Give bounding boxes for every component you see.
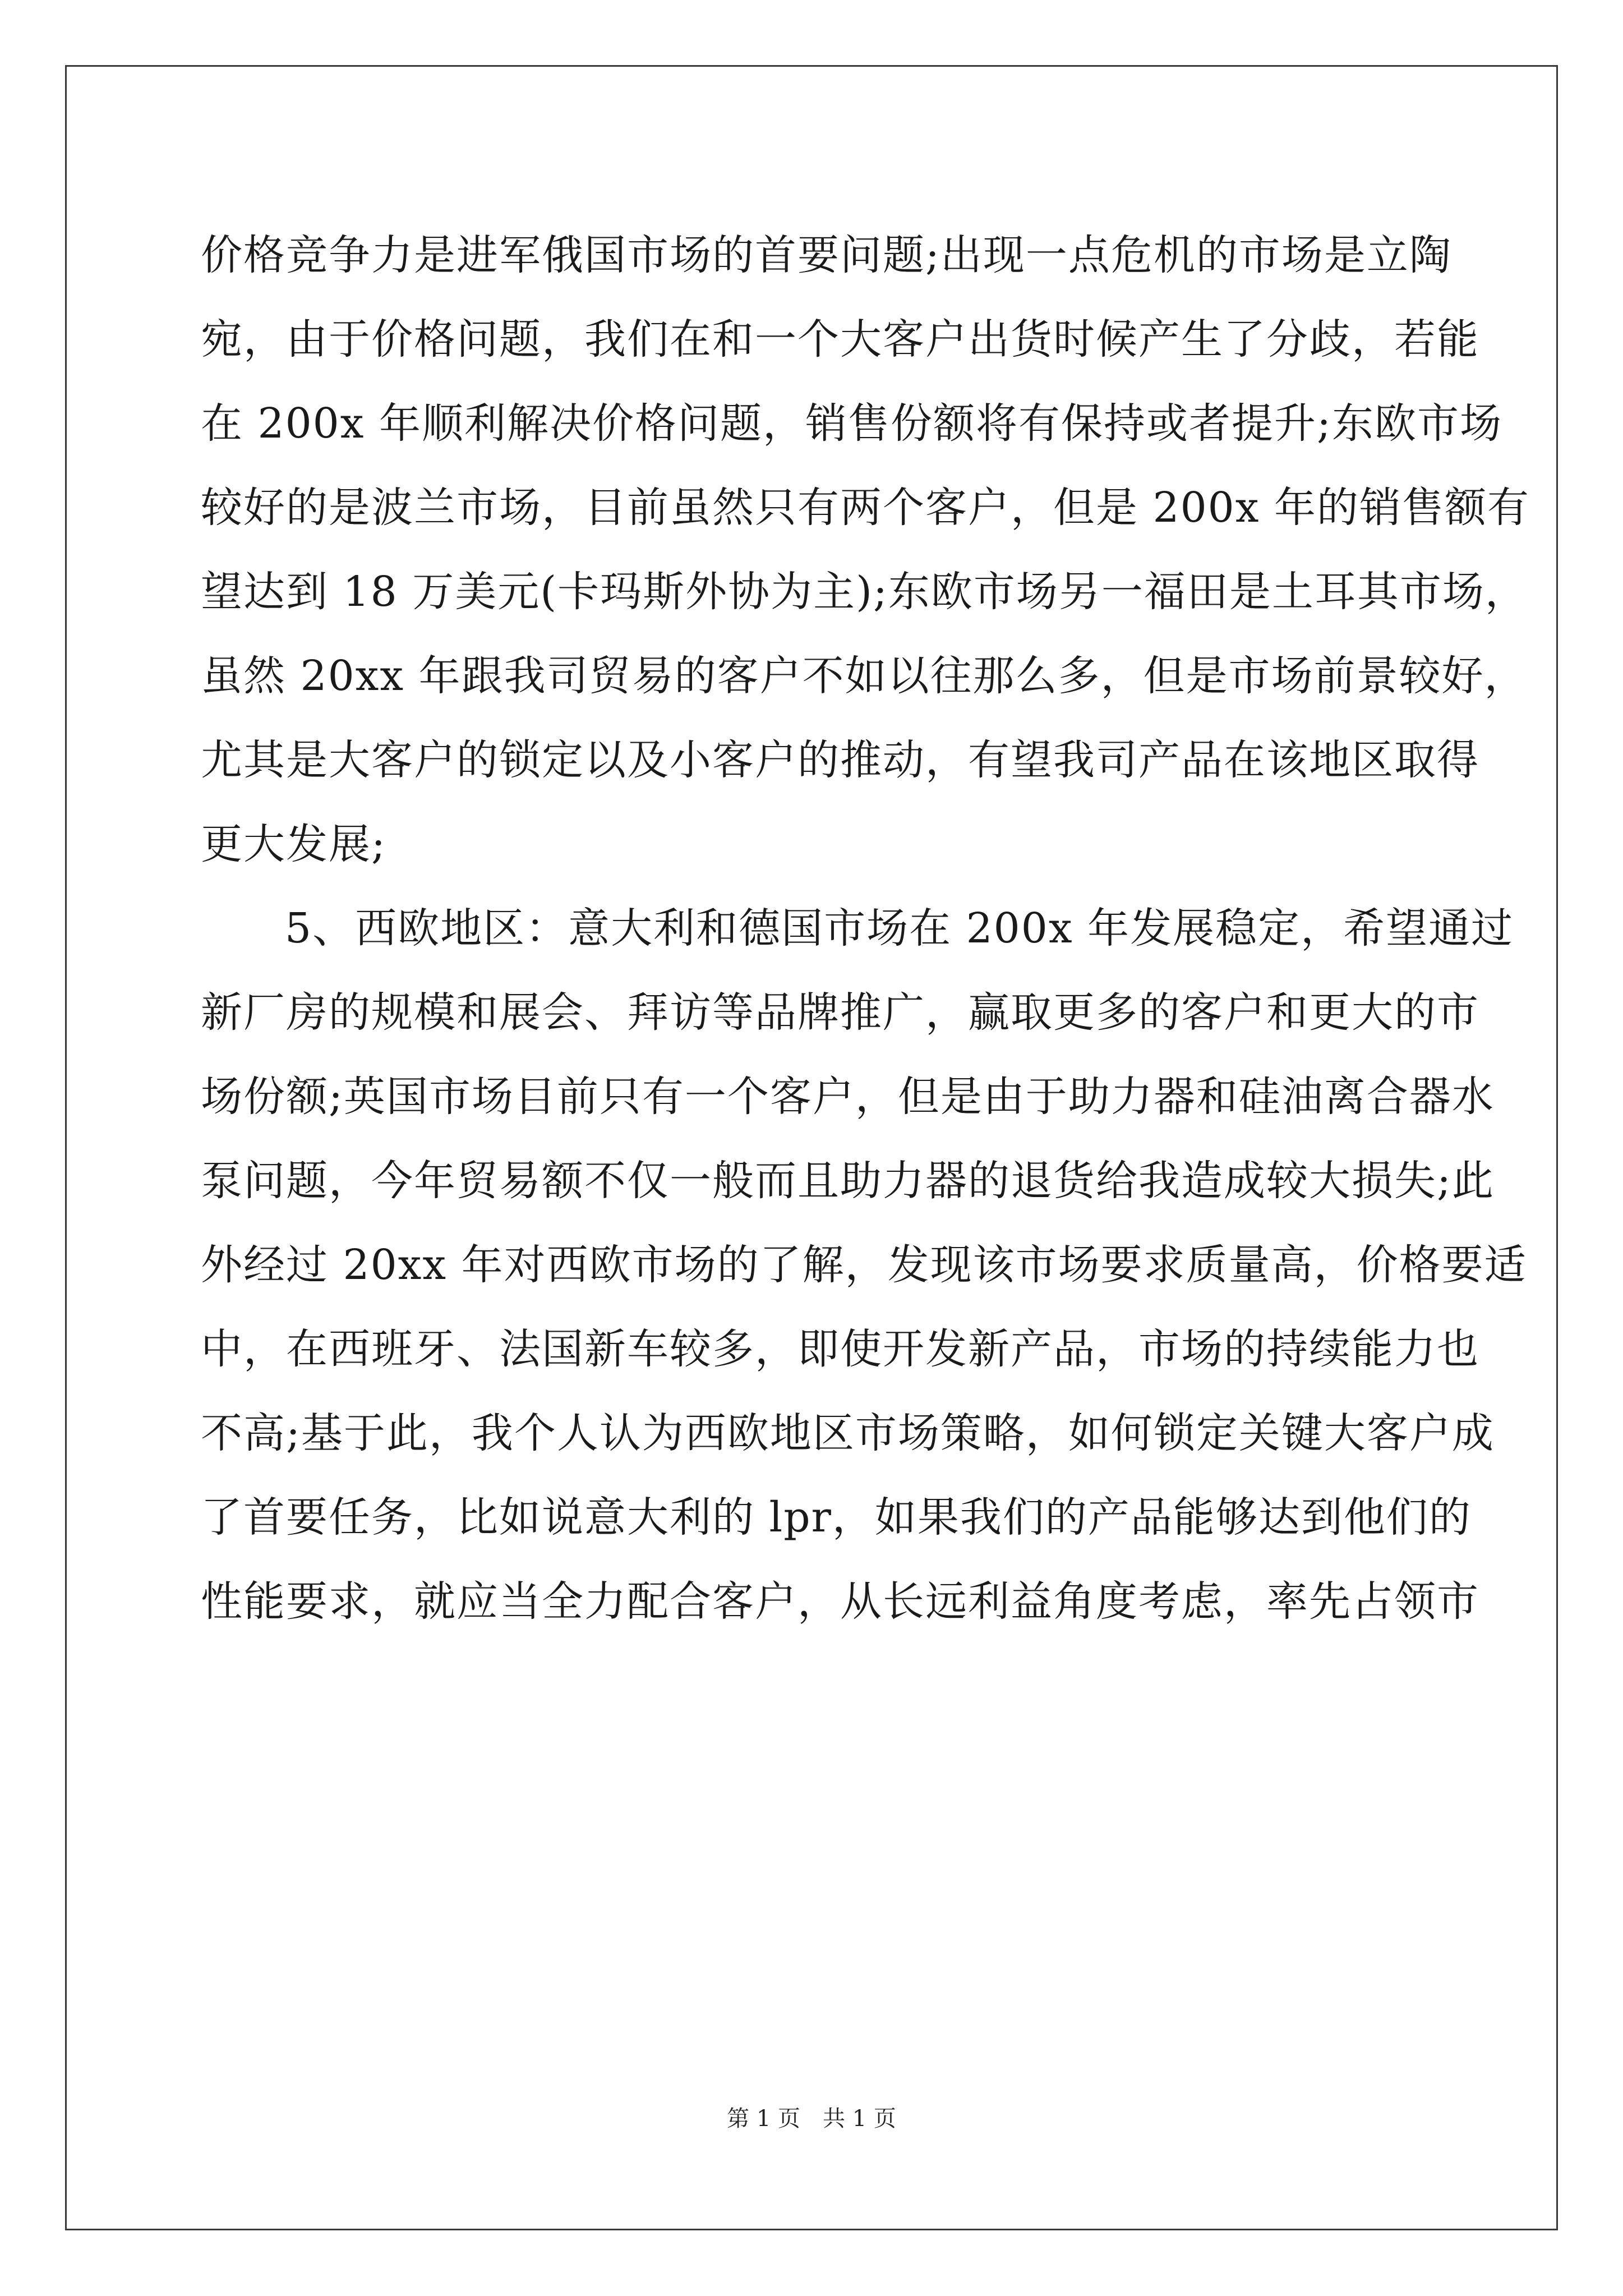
text-line: 性能要求，就应当全力配合客户，从长远利益角度考虑，率先占领市 [201, 1577, 1479, 1626]
text-line: 虽然 20xx 年跟我司贸易的客户不如以往那么多，但是市场前景较好， [201, 652, 1527, 700]
text-line: 更大发展; [201, 820, 386, 868]
paragraph-start-line: 5、西欧地区：意大利和德国市场在 200x 年发展稳定，希望通过 [285, 904, 1514, 953]
text-line: 不高;基于此，我个人认为西欧地区市场策略，如何锁定关键大客户成 [201, 1409, 1495, 1457]
page-number-footer: 第 1 页 共 1 页 [727, 2106, 896, 2132]
text-line: 新厂房的规模和展会、拜访等品牌推广，赢取更多的客户和更大的市 [201, 988, 1479, 1037]
text-line: 在 200x 年顺利解决价格问题，销售份额将有保持或者提升;东欧市场 [201, 399, 1502, 448]
text-line: 场份额;英国市场目前只有一个客户，但是由于助力器和硅油离合器水 [201, 1073, 1495, 1121]
text-line: 尤其是大客户的锁定以及小客户的推动，有望我司产品在该地区取得 [201, 736, 1479, 784]
text-line: 中，在西班牙、法国新车较多，即使开发新产品，市场的持续能力也 [201, 1325, 1479, 1373]
text-line: 泵问题，今年贸易额不仅一般而且助力器的退货给我造成较大损失;此 [201, 1157, 1495, 1205]
text-line: 价格竞争力是进军俄国市场的首要问题;出现一点危机的市场是立陶 [201, 231, 1452, 279]
text-line: 外经过 20xx 年对西欧市场的了解，发现该市场要求质量高，价格要适 [201, 1241, 1527, 1289]
text-line: 了首要任务，比如说意大利的 lpr，如果我们的产品能够达到他们的 [201, 1493, 1472, 1542]
text-line: 宛，由于价格问题，我们在和一个大客户出货时候产生了分歧，若能 [201, 315, 1479, 364]
text-line: 望达到 18 万美元(卡玛斯外协为主);东欧市场另一福田是土耳其市场， [201, 568, 1528, 616]
text-line: 较好的是波兰市场，目前虽然只有两个客户，但是 200x 年的销售额有 [201, 484, 1530, 532]
